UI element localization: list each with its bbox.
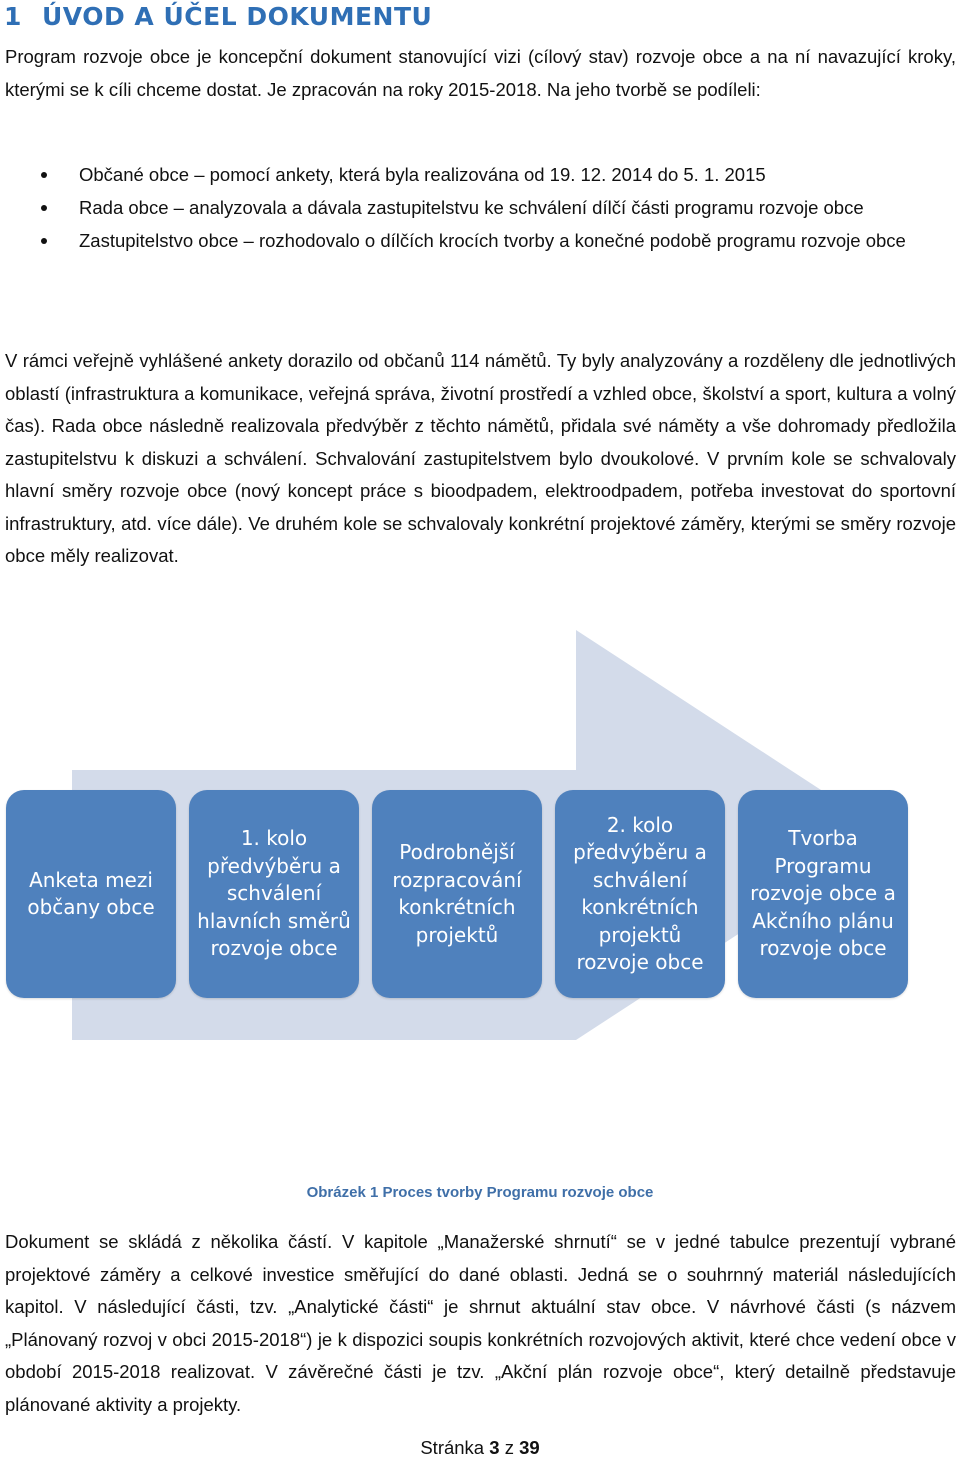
section-heading <box>4 2 432 31</box>
page-label: Stránka <box>420 1437 485 1458</box>
survey-paragraph: V rámci veřejně vyhlášené ankety dorazilo od občanů 114 námětů. Ty byly analyzovány a rozděleny dle jednotlivých oblastí (infrastruktura a komunikace, veřejná správa, životní prostředí a vzhled obce, školství a sport, kultura a volný čas). Rada obce následně realizovala předvýběr z těchto námětů, přidala své náměty a vše dohromady předložila zastupitelstvu k diskuzi a schválení. Schvalování zastupitelstvem bylo dvoukolové. V prvním kole se schvalovaly hlavní směry rozvoje obce (nový koncept práce s bioodpadem, elektroodpadem, potřeba investovat do sportovní infrastruktury, atd. více dále). Ve druhém kole se schvalovaly konkrétní projektové záměry, kterými se směry rozvoje obce měly realizovat. <box>5 350 956 566</box>
section-title: ÚVOD A ÚČEL DOKUMENTU <box>42 2 433 31</box>
list-item: Občané obce – pomocí ankety, která byla realizována od 19. 12. 2014 do 5. 1. 2015 <box>0 158 956 191</box>
page-of: z <box>504 1437 514 1458</box>
page-number: 3 <box>489 1437 500 1458</box>
process-step-3: Podrobnější rozpracování konkrétních projektů <box>372 790 542 998</box>
figure-caption: Obrázek 1 Proces tvorby Programu rozvoje obce <box>306 1184 654 1201</box>
structure-paragraph: Dokument se skládá z několika částí. V kapitole „Manažerské shrnutí“ se v jedné tabulce prezentují vybrané projektové záměry a celkové investice směřující do dané oblasti. Jedná se o souhrnný materiál následujících kapitol. V následující části, tzv. „Analytické části“ je shrnut aktuální stav obce. V návrhové části (s názvem „Plánovaný rozvoj v obci 2015-2018“) je k dispozici soupis konkrétních rozvojových aktivit, které chce vedení obce v období 2015-2018 realizovat. V závěrečné části je tzv. „Akční plán rozvoje obce“, který detailně představuje plánované aktivity a projekty. <box>5 1231 956 1415</box>
process-diagram <box>0 625 960 1045</box>
page-footer <box>0 1437 960 1459</box>
process-step-5: Tvorba Programu rozvoje obce a Akčního plánu rozvoje obce <box>738 790 908 998</box>
bullet-icon <box>41 205 47 211</box>
intro-paragraph: Program rozvoje obce je koncepční dokument stanovující vizi (cílový stav) rozvoje obce a na ní navazující kroky, kterými se k cíli chceme dostat. Je zpracován na roky 2015-2018. Na jeho tvorbě se podíleli: <box>5 46 956 100</box>
bullet-icon <box>41 172 47 178</box>
process-step-1: Anketa mezi občany obce <box>6 790 176 998</box>
list-item: Rada obce – analyzovala a dávala zastupitelstvu ke schválení dílčí části programu rozvoje obce <box>0 191 956 224</box>
page-total: 39 <box>519 1437 540 1458</box>
bullet-icon <box>41 238 47 244</box>
contributors-list <box>0 158 956 257</box>
section-number: 1 <box>4 2 22 31</box>
process-step-2: 1. kolo předvýběru a schválení hlavních směrů rozvoje obce <box>189 790 359 998</box>
list-item: Zastupitelstvo obce – rozhodovalo o dílčích krocích tvorby a konečné podobě programu rozvoje obce <box>0 224 956 257</box>
process-step-4: 2. kolo předvýběru a schválení konkrétních projektů rozvoje obce <box>555 790 725 998</box>
